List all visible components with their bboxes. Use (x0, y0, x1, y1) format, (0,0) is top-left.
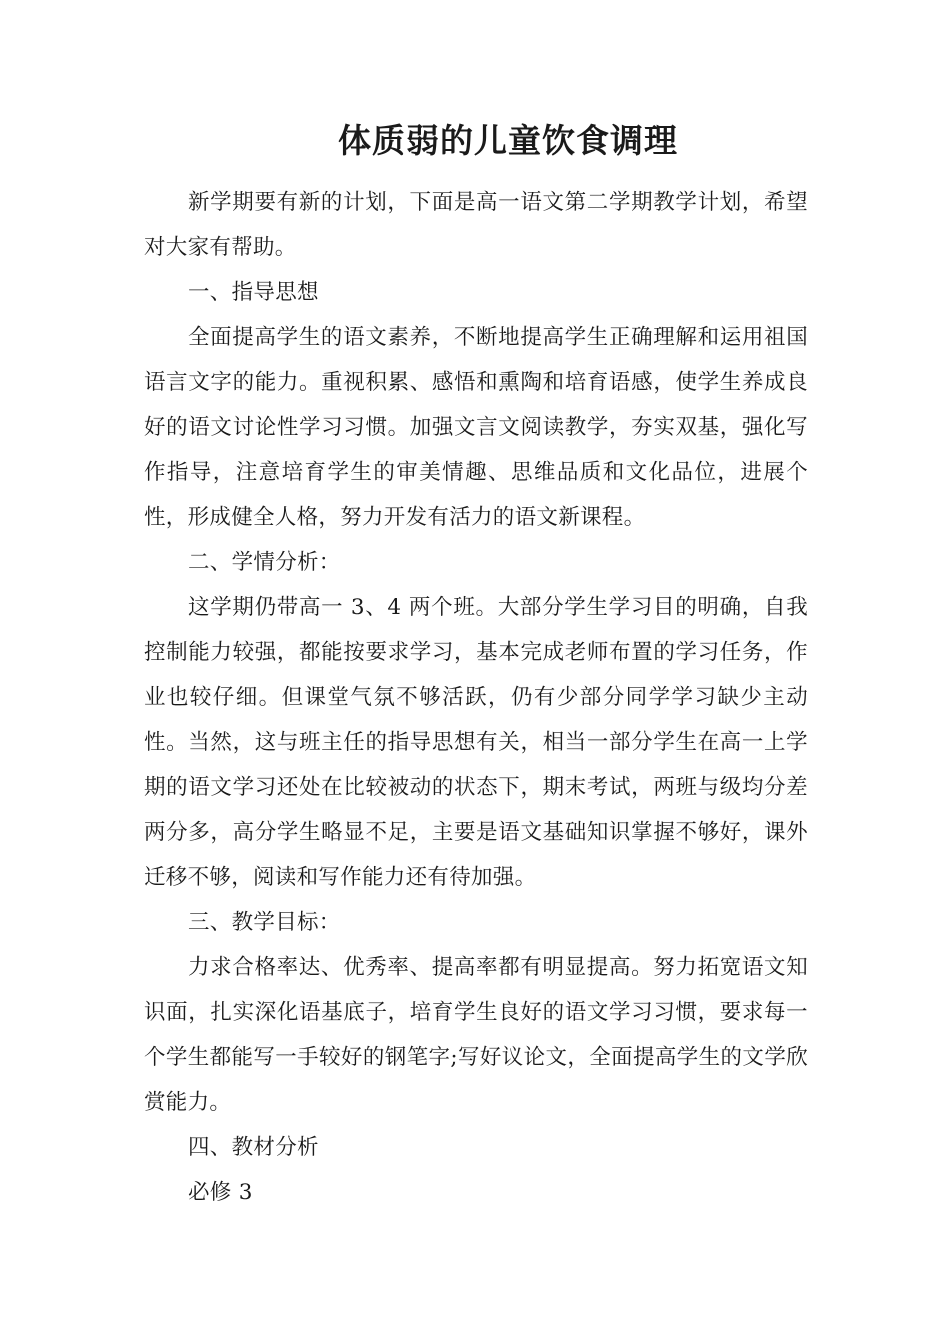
section-heading-guiding-thought: 一、指导思想 (188, 280, 319, 305)
teaching-goals-paragraph: 力求合格率达、优秀率、提高率都有明显提高。努力拓宽语文知识面，扎实深化语基底子，培育学生良好的语文学习习惯，要求每一个学生都能写一手较好的钢笔字;写好议论文，全面提高学生的文学欣赏能力。 (144, 955, 808, 1115)
section-heading-teaching-goals: 三、教学目标： (188, 910, 341, 935)
section-heading-student-analysis: 二、学情分析： (188, 550, 341, 575)
student-analysis-paragraph: 这学期仍带高一 3、4 两个班。大部分学生学习目的明确，自我控制能力较强，都能按要求学习，基本完成老师布置的学习任务，作业也较仔细。但课堂气氛不够活跃，仍有少部分同学学习缺少主动性。当然，这与班主任的指导思想有关，相当一部分学生在高一上学期的语文学习还处在比较被动的状态下，期末考试，两班与级均分差两分多，高分学生略显不足，主要是语文基础知识掌握不够好，课外迁移不够，阅读和写作能力还有待加强。 (144, 595, 808, 890)
document-title: 体质弱的儿童饮食调理 (338, 121, 678, 160)
section-heading-textbook-analysis: 四、教材分析 (188, 1135, 319, 1160)
intro-paragraph: 新学期要有新的计划，下面是高一语文第二学期教学计划，希望对大家有帮助。 (144, 190, 808, 260)
document-body (144, 180, 808, 1215)
textbook-item: 必修 3 (188, 1180, 253, 1205)
guiding-thought-paragraph: 全面提高学生的语文素养，不断地提高学生正确理解和运用祖国语言文字的能力。重视积累、感悟和熏陶和培育语感，使学生养成良好的语文讨论性学习习惯。加强文言文阅读教学，夯实双基，强化写作指导，注意培育学生的审美情趣、思维品质和文化品位，进展个性，形成健全人格，努力开发有活力的语文新课程。 (144, 325, 808, 530)
